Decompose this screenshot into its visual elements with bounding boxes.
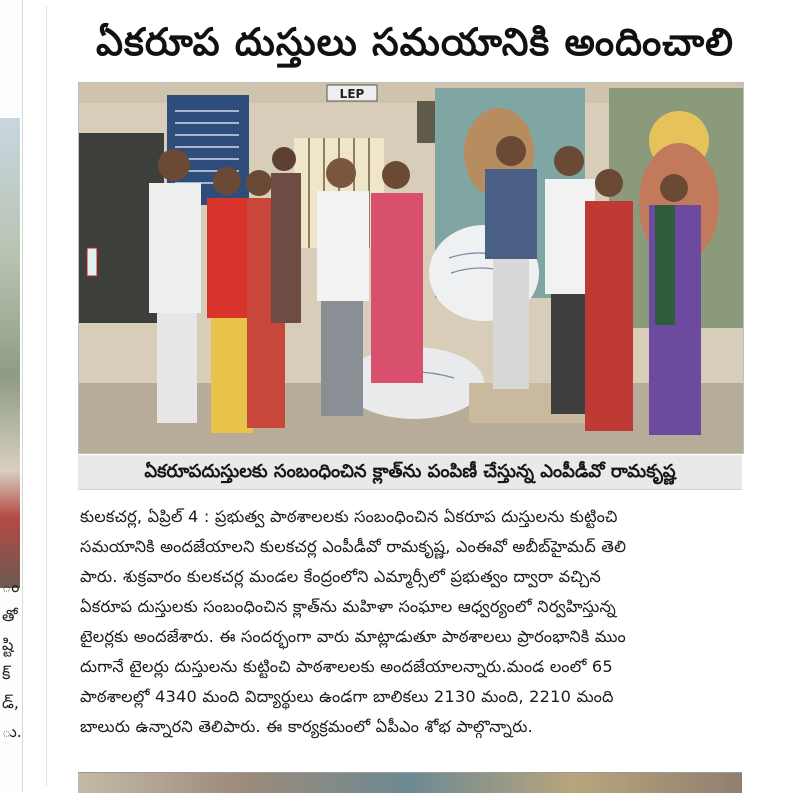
column-divider <box>46 6 47 786</box>
article-body <box>80 502 744 750</box>
adjacent-text-fragments <box>2 572 22 746</box>
fragment: ష్టి <box>2 635 14 654</box>
adjacent-photo-fragment <box>0 118 20 588</box>
fragment: ం <box>2 577 20 596</box>
article-line: సమయానికి అందజేయాలని కులకచర్ల ఎంపీడీవో రామకృష్ణ, ఎంఈవో అబీబ్‌హైమద్ తెలి <box>80 537 627 556</box>
article-headline: ఏకరూప దుస్తులు సమయానికి అందించాలి <box>95 20 734 64</box>
fragment: క్ <box>2 664 11 683</box>
adjacent-article-strip <box>0 0 23 792</box>
article-line: బాలురు ఉన్నారని తెలిపారు. ఈ కార్యక్రమంలో ఏపీఎం శోభ పాల్గొన్నారు. <box>80 717 533 736</box>
article-photo <box>78 82 744 454</box>
article-line: దుగానే టైలర్లు దుస్తులను కుట్టించి పాఠశాలలకు అందజేయాలన్నారు.మండ లంలో 65 <box>80 657 613 676</box>
fragment: ు. <box>2 722 22 741</box>
article-line: టైలర్లకు అందజేశారు. ఈ సందర్భంగా వారు మాట్లాడుతూ పాఠశాలలు ప్రారంభానికి ముం <box>80 627 626 646</box>
signboard-text: LEP <box>339 87 365 101</box>
article-line: ఏకరూప దుస్తులకు సంబంధించిన క్లాత్‌ను మహిళా సంఘాల ఆధ్వర్యంలో నిర్వహిస్తున్న <box>80 597 616 616</box>
fragment: డ్, <box>2 693 19 712</box>
article-line: పారు. శుక్రవారం కులకచర్ల మండల కేంద్రంలోని ఎమ్మార్సీలో ప్రభుత్వం ద్వారా వచ్చిన <box>80 567 601 586</box>
photo-caption: ఏకరూపదుస్తులకు సంబంధించిన క్లాత్‌ను పంపిణీ చేస్తున్న ఎంపీడీవో రామకృష్ణ <box>78 455 742 490</box>
next-article-photo-edge <box>78 772 742 793</box>
article-line: పాఠశాలల్లో 4340 మంది విద్యార్థులు ఉండగా బాలికలు 2130 మంది, 2210 మంది <box>80 687 614 706</box>
article-line: కులకచర్ల, ఏప్రిల్ 4 : ప్రభుత్వ పాఠశాలలకు సంబంధించిన ఏకరూప దుస్తులను కుట్టించి <box>80 507 618 526</box>
fragment: తో <box>2 606 18 625</box>
